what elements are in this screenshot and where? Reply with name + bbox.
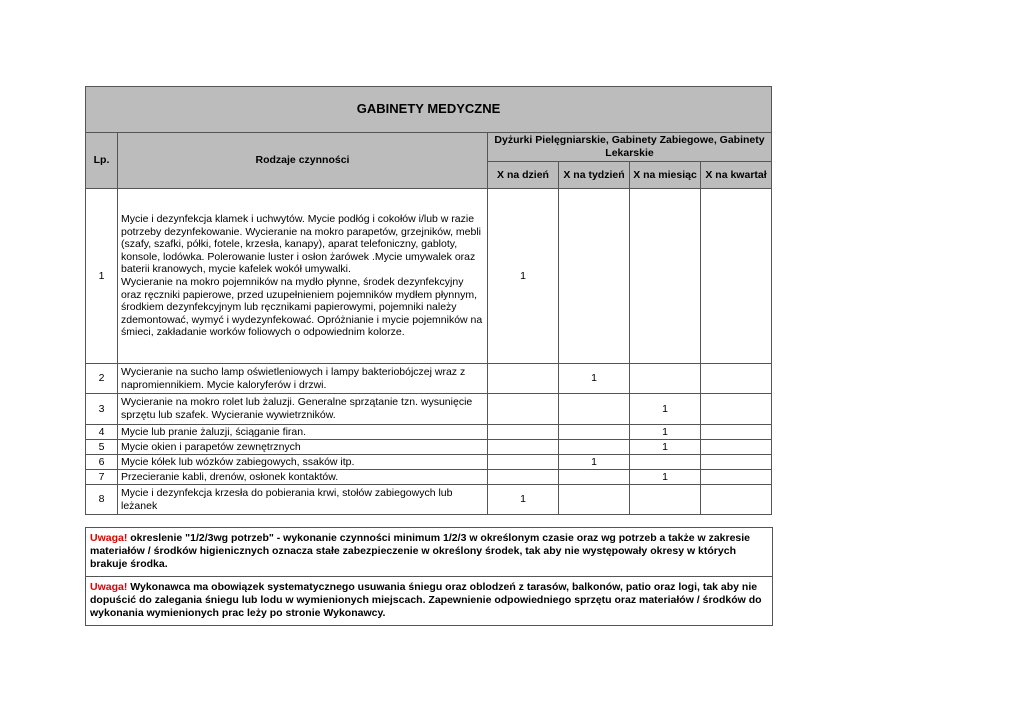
table-title: GABINETY MEDYCZNE: [86, 87, 772, 133]
table-row: [86, 455, 772, 470]
row-text: Wycieranie na sucho lamp oświetleniowych i lampy bakteriobójczej wraz z napromiennikiem. Mycie kaloryferów i drzwi.: [118, 364, 488, 394]
note-text: okreslenie "1/2/3wg potrzeb" - wykonanie czynności minimum 1/2/3 w określonym czasie oraz wg potrzeb a także w zakresie materiałów / środków higienicznych oznacza stałe zabezpieczenie w określony środek, tak aby nie występowały okresy w których brakuje środka.: [90, 532, 751, 570]
row-month: [630, 364, 701, 394]
lp-header: Lp.: [86, 133, 118, 189]
row-day: [488, 470, 559, 485]
row-week: [559, 485, 630, 515]
row-month: 1: [630, 440, 701, 455]
note-snow-removal: [86, 576, 772, 625]
row-day: 1: [488, 485, 559, 515]
row-lp: 6: [86, 455, 118, 470]
row-day: [488, 394, 559, 425]
row-day: 1: [488, 189, 559, 364]
table-row: [86, 364, 772, 394]
note-warning-label: Uwaga!: [90, 581, 128, 593]
col-header-month: X na miesiąc: [630, 162, 701, 189]
row-week: 1: [559, 455, 630, 470]
row-month: [630, 189, 701, 364]
note-snow-supplies: [86, 528, 772, 576]
col-header-week: X na tydzień: [559, 162, 630, 189]
row-lp: 3: [86, 394, 118, 425]
table-row: [86, 394, 772, 425]
row-day: [488, 440, 559, 455]
row-quarter: [701, 440, 772, 455]
row-quarter: [701, 425, 772, 440]
row-quarter: [701, 455, 772, 470]
table-row: [86, 440, 772, 455]
row-text: Mycie lub pranie żaluzji, ściąganie firan.: [118, 425, 488, 440]
row-day: [488, 364, 559, 394]
row-lp: 2: [86, 364, 118, 394]
row-week: 1: [559, 364, 630, 394]
table-row: [86, 425, 772, 440]
schedule-table: [85, 86, 772, 515]
row-week: [559, 189, 630, 364]
row-week: [559, 470, 630, 485]
row-month: 1: [630, 394, 701, 425]
row-text: Przecieranie kabli, drenów, osłonek kontaktów.: [118, 470, 488, 485]
row-quarter: [701, 394, 772, 425]
row-month: [630, 455, 701, 470]
row-text: Mycie i dezynfekcja krzesła do pobierania krwi, stołów zabiegowych lub leżanek: [118, 485, 488, 515]
row-week: [559, 425, 630, 440]
col-header-day: X na dzień: [488, 162, 559, 189]
table-row: [86, 485, 772, 515]
row-text: Mycie okien i parapetów zewnętrznych: [118, 440, 488, 455]
row-week: [559, 394, 630, 425]
activities-header: Rodzaje czynności: [118, 133, 488, 189]
group-header: Dyżurki Pielęgniarskie, Gabinety Zabiegowe, Gabinety Lekarskie: [488, 133, 772, 162]
row-quarter: [701, 364, 772, 394]
note-text: Wykonawca ma obowiązek systematycznego usuwania śniegu oraz oblodzeń z tarasów, balkonów, patio oraz logi, tak aby nie dopuścić do zalegania śniegu lub lodu w wymienionych miejscach. Zapewnienie odpowiedniego sprzętu oraz materiałów / środków do wykonania wymienionych prac leży po stronie Wykonawcy.: [90, 581, 762, 619]
row-quarter: [701, 189, 772, 364]
table-row: [86, 470, 772, 485]
row-week: [559, 440, 630, 455]
col-header-quarter: X na kwartał: [701, 162, 772, 189]
row-day: [488, 425, 559, 440]
row-month: [630, 485, 701, 515]
row-quarter: [701, 485, 772, 515]
row-lp: 1: [86, 189, 118, 364]
row-month: 1: [630, 470, 701, 485]
row-day: [488, 455, 559, 470]
row-text: Mycie kółek lub wózków zabiegowych, ssaków itp.: [118, 455, 488, 470]
row-quarter: [701, 470, 772, 485]
table-row: [86, 189, 772, 364]
note-warning-label: Uwaga!: [90, 532, 128, 544]
row-month: 1: [630, 425, 701, 440]
row-lp: 8: [86, 485, 118, 515]
row-lp: 7: [86, 470, 118, 485]
row-text: Mycie i dezynfekcja klamek i uchwytów. Mycie podłóg i cokołów i/lub w razie potrzeby dezynfekowanie. Wycieranie na mokro parapetów, grzejników, mebli (szafy, szafki, półki, fotele, krzesła, kanapy), aparat telefoniczny, gabloty, konsole, lodówka. Polerowanie luster i osłon żarówek .Mycie umywalek oraz baterii kranowych, mycie kafelek wokół umywalki. Wycieranie na mokro pojemników na mydło płynne, środek dezynfekcyjny oraz ręczniki papierowe, przed uzupełnieniem pojemników mydłem płynnym, środkiem dezynfekcyjnym lub ręcznikami papierowymi, pojemniki należy zdemontować, wymyć i wydezynfekować. Opróżnianie i mycie pojemników na śmieci, zakładanie worków foliowych o odpowiednim kolorze.: [118, 189, 488, 364]
notes-box: [85, 527, 773, 626]
row-lp: 5: [86, 440, 118, 455]
row-text: Wycieranie na mokro rolet lub żaluzji. Generalne sprzątanie tzn. wysunięcie sprzętu lub szafek. Wycieranie wywietrzników.: [118, 394, 488, 425]
row-lp: 4: [86, 425, 118, 440]
